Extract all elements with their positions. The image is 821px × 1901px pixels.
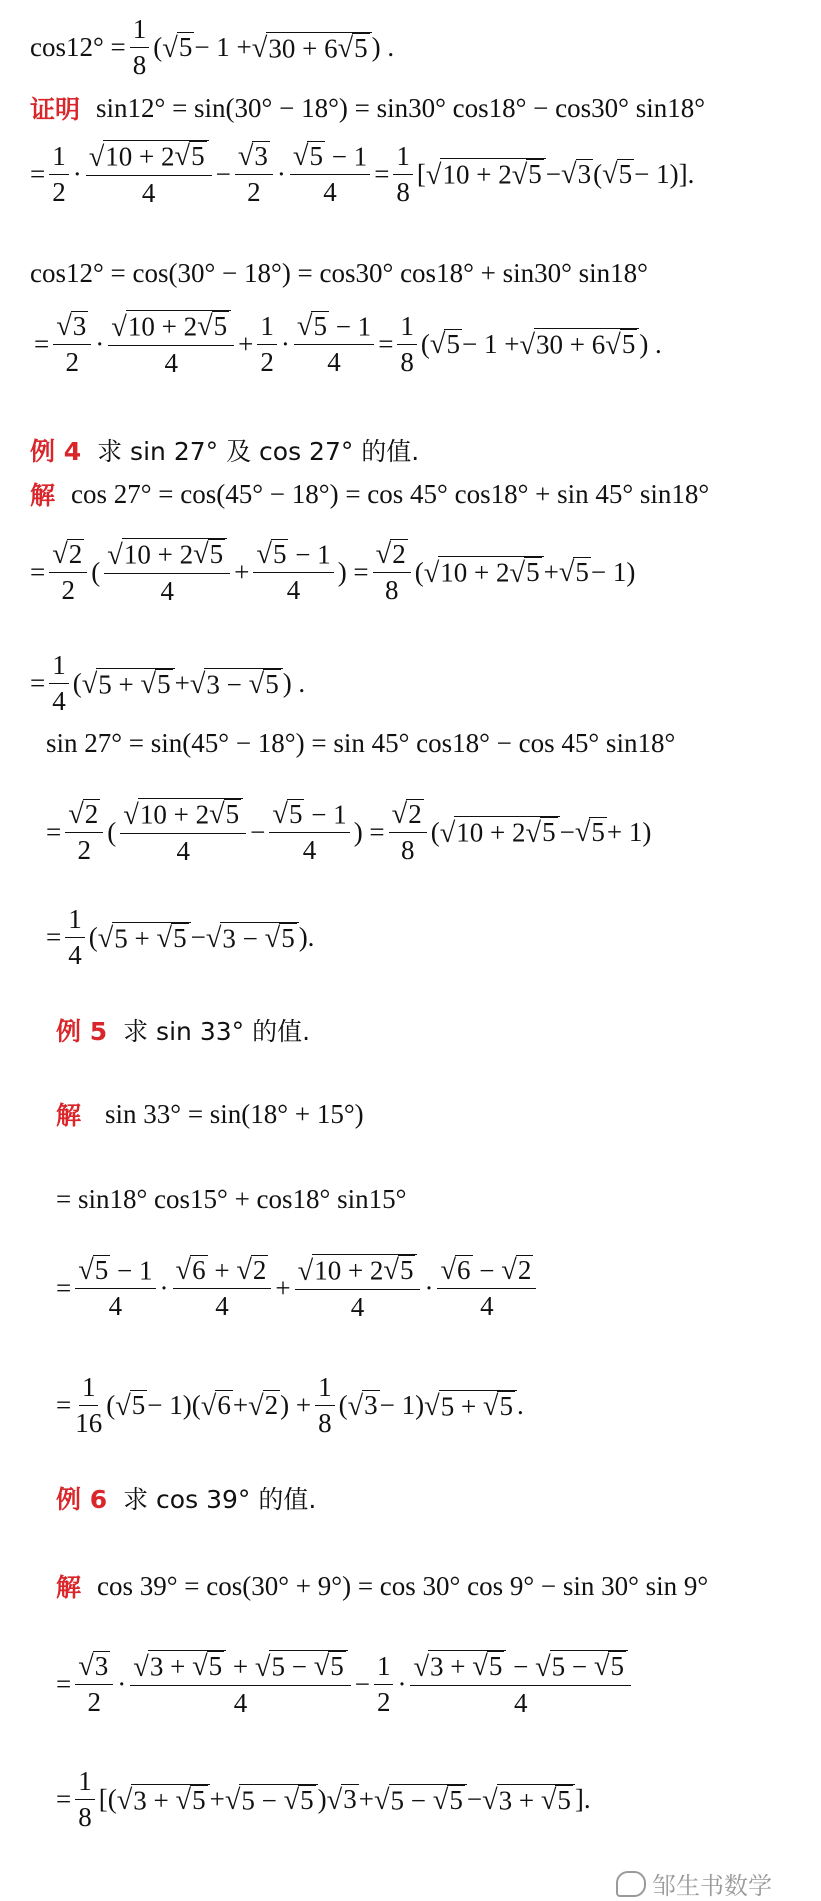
example-5-sin33-result: = $\frac{1}{16}$ ( √ 5 − 1)( √ 6 + √ 2 ) + $\frac{1}{8}$ ( √ 3 − 1) √ 5 + √ 5 . (56, 1372, 524, 1439)
example-4-label: 例 4 (30, 437, 82, 466)
proof-label: 证明 (30, 95, 81, 124)
proof-sin12-line: 证明 sin12° = sin(30° − 18°) = sin30° cos18° − cos30° sin18° (30, 90, 705, 126)
solution-label: 解 (56, 1101, 82, 1130)
example-6-question (56, 1480, 316, 1516)
example-5-question (56, 1012, 310, 1048)
proof-cos12-line: cos12° = cos(30° − 18°) = cos30° cos18° + sin30° sin18° (30, 258, 648, 288)
example-5-sin33-sum: = sin18° cos15° + cos18° sin15° (56, 1184, 407, 1214)
example-5-label: 例 5 (56, 1017, 108, 1046)
example-6-cos39-expansion: = √ 3 2 · √ 3 + √ 5 + √ 5 − √ 5 4 − $\frac{1}{2}$ · √ 3 + √ 5 − √ 5 − √ 5 4 (56, 1650, 635, 1719)
solution-label: 解 (30, 481, 56, 510)
example-5-sin33-line: 解 sin 33° = sin(18° + 15°) (56, 1096, 364, 1132)
wechat-icon (616, 1871, 646, 1897)
example-4-sin27-result: = $\frac{1}{4}$ ( √ 5 + √ 5 − √ 3 − √ 5 ). (46, 904, 315, 971)
example-6-cos39-result: = $\frac{1}{8}$ [( √ 3 + √ 5 + √ 5 − √ 5 ) √ 3 + √ 5 − √ 5 − √ 3 + √ 5 ]. (56, 1766, 591, 1833)
example-4-cos27-line: 解 cos 27° = cos(45° − 18°) = cos 45° cos18° + sin 45° sin18° (30, 476, 709, 512)
example-6-cos39-line: 解 cos 39° = cos(30° + 9°) = cos 30° cos 9° − sin 30° sin 9° (56, 1568, 708, 1604)
example-4-question (30, 432, 419, 468)
proof-sin12-expansion: = $\frac{1}{2}$ · √ 10 + 2 √ 5 4 − √ 3 2 · √ 5 − 1 4 = $\frac{1}{8}$ [ √ 10 + 2 √ 5 − √ 3 ( √ 5 − 1)]. (30, 140, 695, 208)
example-6-label: 例 6 (56, 1485, 108, 1514)
watermark-text: 邹生书数学 (652, 1872, 772, 1900)
example-6-text: 求 cos 39° 的值. (123, 1485, 317, 1514)
example-5-text: 求 sin 33° 的值. (123, 1017, 311, 1046)
example-5-sin33-expansion: = √ 5 − 1 4 · √ 6 + √ 2 4 + √ 10 + 2 √ 5 4 · √ 6 − √ 2 4 (56, 1254, 540, 1323)
proof-cos12-expansion: = √ 3 2 · √ 10 + 2 √ 5 4 + $\frac{1}{2}$ · √ 5 − 1 4 = $\frac{1}{8}$ ( √ 5 − 1 + √ 30 + 6 √ 5 ) . (34, 310, 662, 378)
example-4-cos27-result: = $\frac{1}{4}$ ( √ 5 + √ 5 + √ 3 − √ 5 ) . (30, 650, 306, 717)
example-4-sin27-line: sin 27° = sin(45° − 18°) = sin 45° cos18° − cos 45° sin18° (46, 728, 676, 758)
example-4-sin27-expansion: = √ 2 2 ( √ 10 + 2 √ 5 4 − √ 5 − 1 4 ) = √ 2 8 ( √ 10 + 2 √ 5 − √ 5 + 1) (46, 798, 652, 866)
example-4-text: 求 sin 27° 及 cos 27° 的值. (97, 437, 420, 466)
solution-label: 解 (56, 1573, 82, 1602)
formula-cos12-result: cos12° = $\frac{1}{8}$ ( √ 5 − 1 + √ 30 + 6 √ 5 ) . (30, 14, 395, 81)
example-4-cos27-expansion: = √ 2 2 ( √ 10 + 2 √ 5 4 + √ 5 − 1 4 ) = √ 2 8 ( √ 10 + 2 √ 5 + √ 5 − 1) (30, 538, 636, 606)
